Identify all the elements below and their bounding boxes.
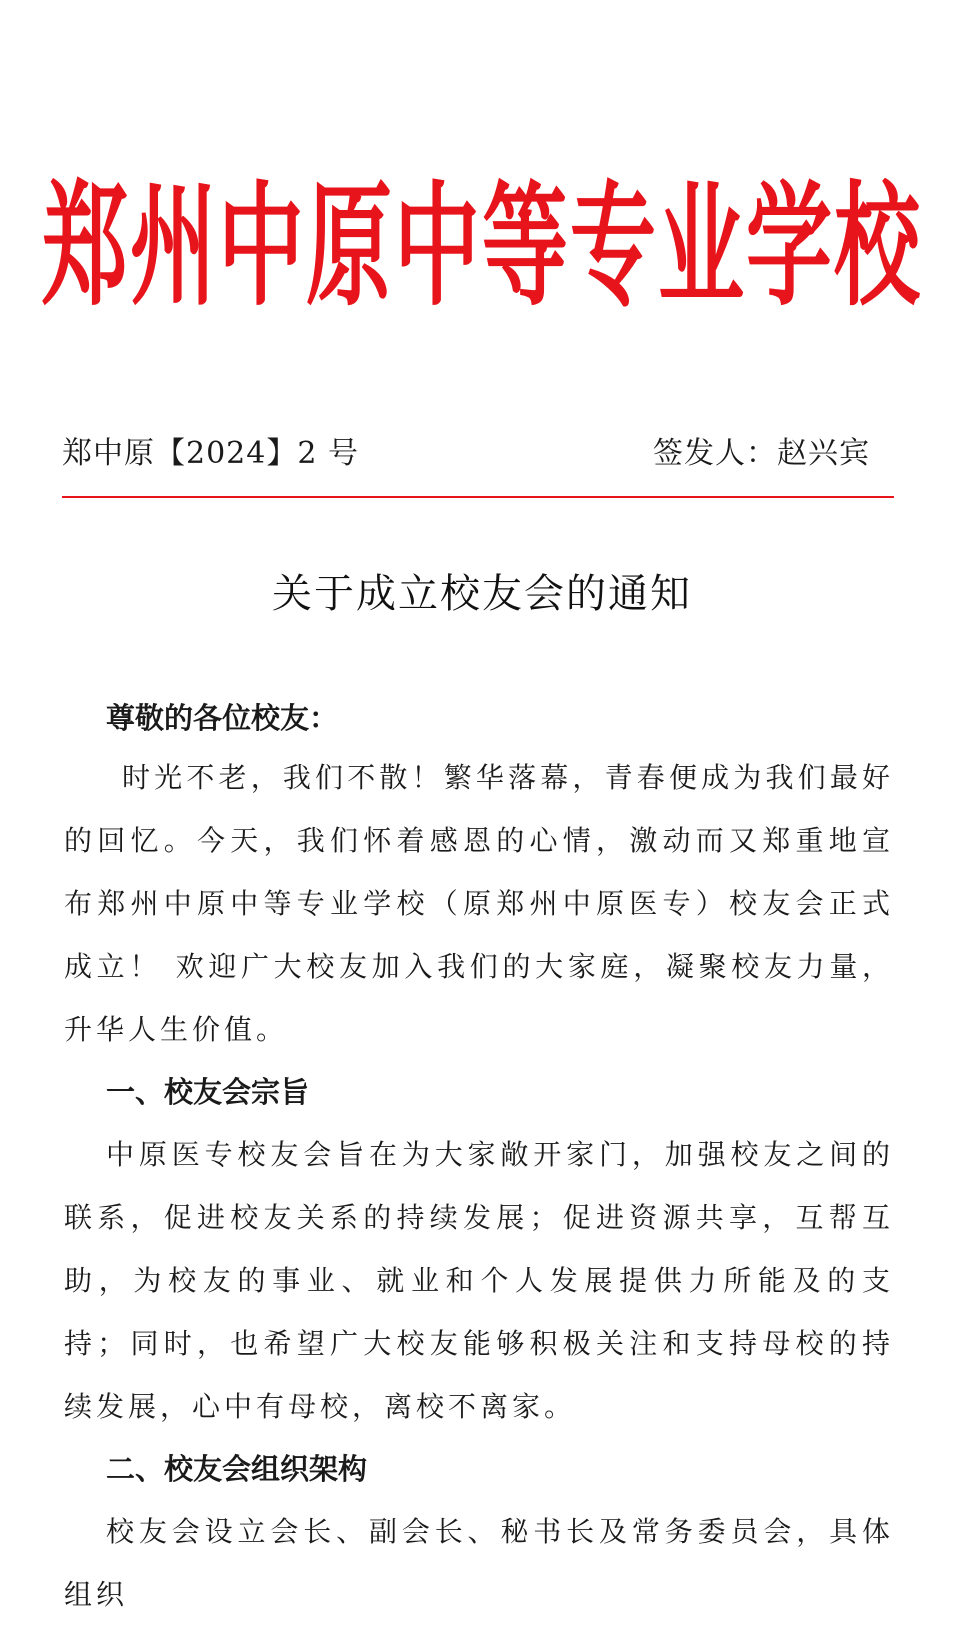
- document-number: 郑中原【2024】2 号: [62, 436, 359, 471]
- signer: 签发人：赵兴宾: [653, 436, 870, 471]
- intro-paragraph: 时光不老，我们不散！繁华落幕，青春便成为我们最好的回忆。今天，我们怀着感恩的心情，激动而又郑重地宣布郑州中原中等专业学校（原郑州中原医专）校友会正式成立！ 欢迎广大校友加入我们的大家庭，凝聚校友力量，升华人生价值。: [64, 761, 894, 1046]
- structure-paragraph: 校友会设立会长、副会长、秘书长及常务委员会，具体组织: [64, 1515, 894, 1611]
- section-heading-purpose: 一、校友会宗旨: [106, 1075, 310, 1109]
- document-body: [64, 690, 894, 1626]
- school-name-title: 郑州中原中等专业学校: [42, 169, 922, 325]
- section-heading-structure: 二、校友会组织架构: [106, 1452, 368, 1486]
- red-divider: [62, 496, 894, 498]
- masthead: [42, 160, 922, 325]
- salutation: 尊敬的各位校友：: [106, 701, 339, 735]
- document-title: 关于成立校友会的通知: [272, 571, 692, 617]
- purpose-paragraph: 中原医专校友会旨在为大家敞开家门，加强校友之间的联系，促进校友关系的持续发展；促进资源共享，互帮互助，为校友的事业、就业和个人发展提供力所能及的支持；同时，也希望广大校友能够积极关注和支持母校的持续发展，心中有母校，离校不离家。: [64, 1138, 894, 1423]
